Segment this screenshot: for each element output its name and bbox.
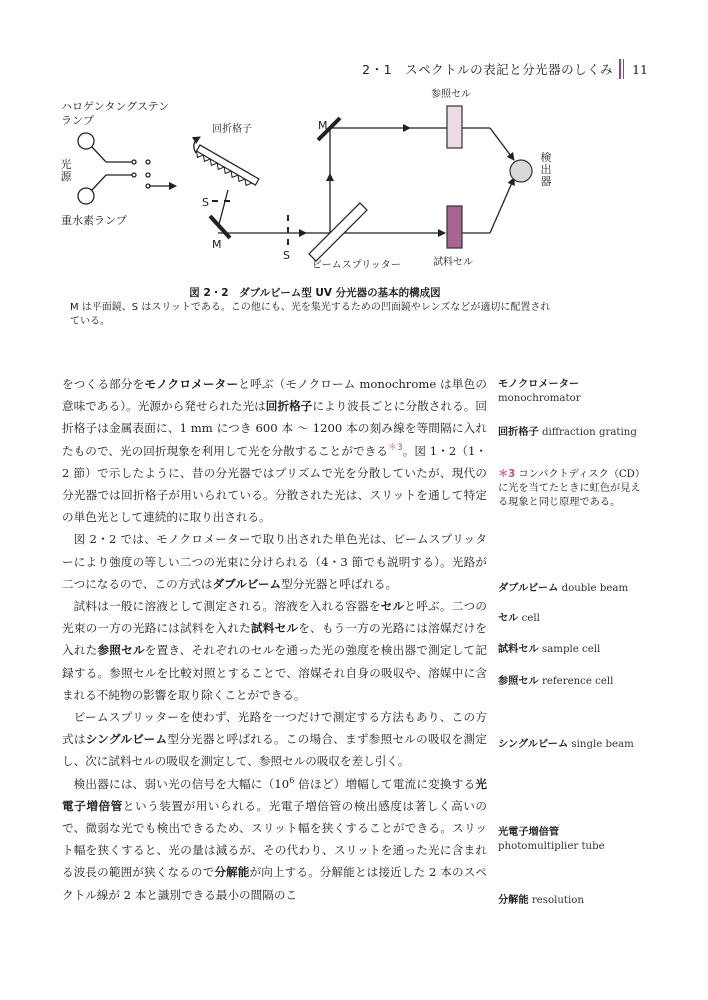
term-reference-cell: 参照セル xyxy=(97,643,145,658)
side-cell: セル cell xyxy=(498,613,540,624)
side-reference-cell: 参照セル reference cell xyxy=(498,676,614,687)
label-mirror-top: M xyxy=(318,119,328,132)
caption-title: 図 2・2 ダブルビーム型 UV 分光器の基本的構成図 xyxy=(189,287,441,299)
label-beam-splitter: ビームスプリッター xyxy=(312,260,401,271)
term-grating: 回折格子 xyxy=(265,399,313,414)
term-monochromator: モノクロメーター xyxy=(144,377,239,391)
label-slit-2: S xyxy=(283,249,290,262)
paragraph-5: 検出器には、弱い光の信号を大幅に（$10^6$ 倍ほど）増幅して電流に変換する光電子増倍管という装置が用いられる。光電子増倍管の検出感度は著しく高いので、微弱な光でも検出できるため、スリット幅を狭くすることができる。スリット幅を狭くすると、光の量は減るが、その代わり、スリットを通った光に含まれる波長の範囲が狭くなるので分解能が向上する。分解能とは接近した 2 本のスペクトル線が 2 本と識別できる最小の間隔のこ xyxy=(62,775,487,902)
section-title: 2・1 スペクトルの表記と分光器のしくみ xyxy=(362,62,614,77)
term-pmt: 光電子増倍管 xyxy=(62,776,487,813)
side-pmt: 光電子増倍管 photomultiplier tube xyxy=(498,827,605,852)
label-deuterium-lamp: 重水素ランプ xyxy=(61,214,127,227)
label-halogen-lamp-2: ランプ xyxy=(61,114,94,127)
spectrometer-diagram xyxy=(0,0,708,290)
label-sample-cell: 試料セル xyxy=(433,257,473,268)
main-text xyxy=(62,373,487,906)
grating xyxy=(194,145,259,189)
halogen-lamp xyxy=(78,133,94,149)
sample-cell xyxy=(447,206,462,248)
term-cell: セル xyxy=(380,599,405,614)
deuterium-lamp xyxy=(78,188,94,204)
label-detector: 検出器 xyxy=(540,151,552,188)
footnote-ref-3: ＊3 xyxy=(387,442,403,453)
side-note-3: ＊3 コンパクトディスク（CD）に光を当てたときに虹色が見える現象と同じ原理である。 xyxy=(498,469,646,508)
label-grating: 回折格子 xyxy=(212,124,252,135)
label-halogen-lamp: ハロゲンタングステン xyxy=(61,100,170,113)
paragraph-3: 試料は一般に溶液として測定される。溶液を入れる容器をセルと呼ぶ。二つの光束の一方の光路には試料を入れた試料セルを、もう一方の光路には溶媒だけを入れた参照セルを置き、それぞれのセルを通った光の強度を検出器で測定して記録する。参照セルを比較対照とすることで、溶媒それ自身の吸収や、溶媒中に含まれる不純物の影響を取り除くことができる。 xyxy=(62,599,487,702)
side-grating: 回折格子 diffraction grating xyxy=(498,427,637,438)
side-sample-cell: 試料セル sample cell xyxy=(498,644,601,655)
term-sample-cell: 試料セル xyxy=(250,621,299,636)
side-single-beam: シングルビーム single beam xyxy=(498,739,634,750)
term-double-beam: ダブルビーム xyxy=(212,576,282,591)
label-reference-cell: 参照セル xyxy=(431,89,471,100)
side-double-beam: ダブルビーム double beam xyxy=(498,583,629,594)
label-slit-1: S xyxy=(202,196,209,209)
term-resolution: 分解能 xyxy=(214,865,250,880)
detector xyxy=(510,160,532,182)
figure-caption xyxy=(70,286,560,329)
term-single-beam: シングルビーム xyxy=(85,732,168,747)
caption-text: M は平面鏡、S はスリットである。この他にも、光を集光するための凹面鏡やレンズなどが適切に配置されている。 xyxy=(70,302,551,327)
paragraph-1: をつくる部分をモノクロメーターと呼ぶ（モノクローム monochrome は単色の意味である）。光源から発せられた光は回折格子により波長ごとに分散される。回折格子は金属表面に、1 mm につき 600 本 ～ 1200 本の刻み線を等間隔に入れたもので、光の回折現象を利用して光を分散することができる$^{*3}$。図 1・2（1・2 節）で示したように、昔の分光器ではプリズムで光を分散していたが、現代の分光器では回折格子が用いられている。分散された光は、スリットを通して特定の単色光として連続的に取り出される。 xyxy=(62,377,487,525)
paragraph-4: ビームスプリッターを使わず、光路を一つだけで測定する方法もあり、この方式はシングルビーム型分光器と呼ばれる。この場合、まず参照セルの吸収を測定し、次に試料セルの吸収を測定して、参照セルの吸収を差し引く。 xyxy=(62,710,487,769)
paragraph-2: 図 2・2 では、モノクロメーターで取り出された単色光は、ビームスプリッターにより強度の等しい二つの光束に分けられる（4・3 節でも説明する）。光路が二つになるので、この方式はダブルビーム型分光器と呼ばれる。 xyxy=(62,532,487,591)
side-monochromator: モノクロメーター monochromator xyxy=(498,379,581,404)
page-number: 11 xyxy=(632,61,648,77)
side-resolution: 分解能 resolution xyxy=(498,895,584,906)
reference-cell xyxy=(447,106,462,148)
beam-splitter xyxy=(309,203,367,261)
label-mirror-bottom: M xyxy=(212,238,222,251)
label-light-source: 光源 xyxy=(60,158,72,183)
